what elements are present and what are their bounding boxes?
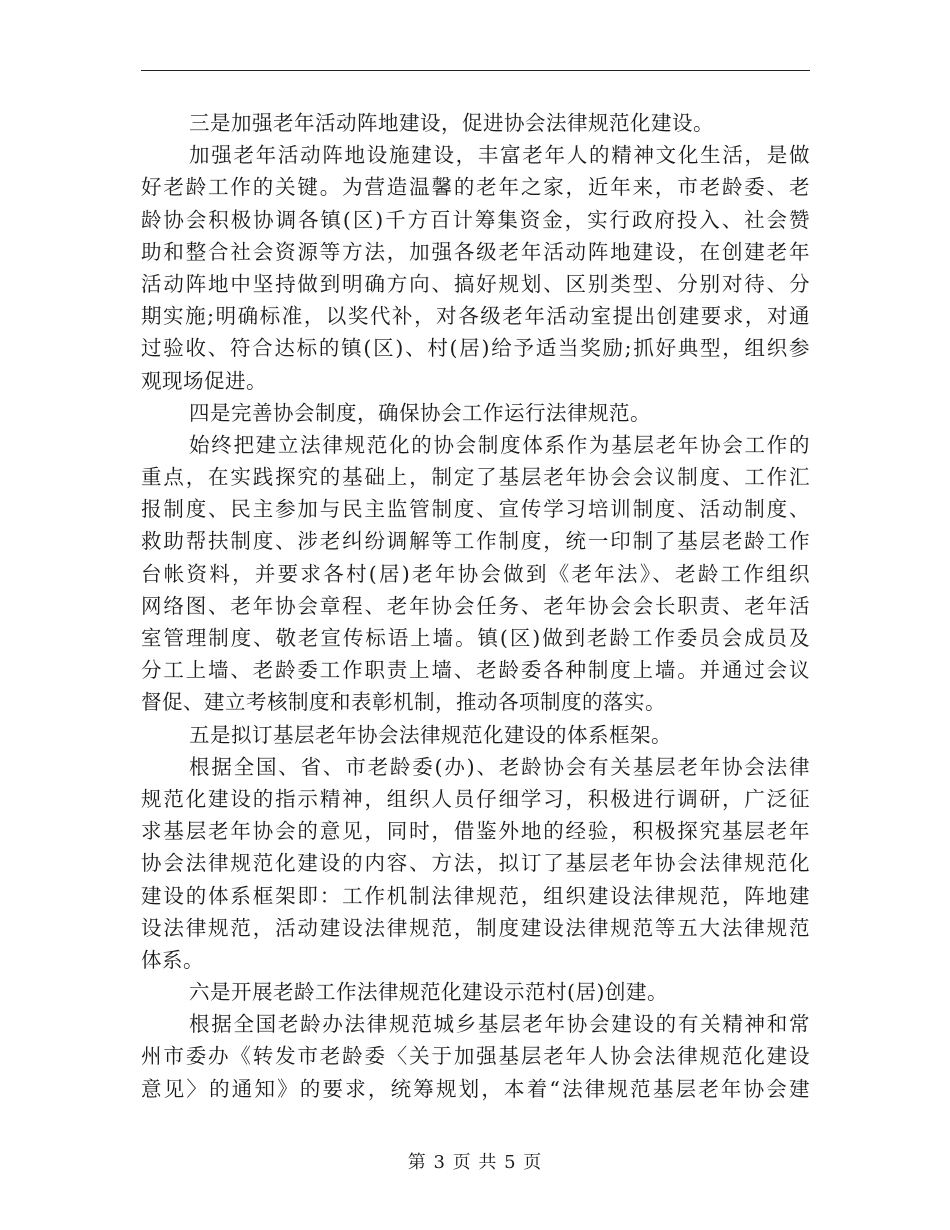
text-line: 分工上墙、老龄委工作职责上墙、老龄委各种制度上墙。并通过会议 xyxy=(141,658,810,683)
text-line: 观现场促进。 xyxy=(141,368,267,393)
text-line: 龄协会积极协调各镇(区)千方百计筹集资金，实行政府投入、社会赞 xyxy=(141,207,810,232)
text-line: 根据全国老龄办法律规范城乡基层老年协会建设的有关精神和常 xyxy=(189,1012,810,1037)
text-line: 好老龄工作的关键。为营造温馨的老年之家，近年来，市老龄委、老 xyxy=(141,175,810,200)
text-line: 协会法律规范化建设的内容、方法，拟订了基层老年协会法律规范化 xyxy=(141,851,810,876)
text-line: 台帐资料，并要求各村(居)老年协会做到《老年法》、老龄工作组织 xyxy=(141,561,810,586)
text-line: 设法律规范，活动建设法律规范，制度建设法律规范等五大法律规范 xyxy=(141,915,810,940)
text-line: 意见〉的通知》的要求，统筹规划，本着“法律规范基层老年协会建 xyxy=(141,1076,810,1101)
text-line: 建设的体系框架即：工作机制法律规范，组织建设法律规范，阵地建 xyxy=(141,883,810,908)
text-line: 重点，在实践探究的基础上，制定了基层老年协会会议制度、工作汇 xyxy=(141,465,810,490)
text-line: 网络图、老年协会章程、老年协会任务、老年协会会长职责、老年活 xyxy=(141,593,810,618)
page-number: 第 3 页 共 5 页 xyxy=(407,1152,543,1173)
text-line: 救助帮扶制度、涉老纠纷调解等工作制度，统一印制了基层老龄工作 xyxy=(141,529,810,554)
header-rule xyxy=(141,70,810,71)
text-line: 六是开展老龄工作法律规范化建设示范村(居)创建。 xyxy=(189,980,668,1005)
text-line: 室管理制度、敬老宣传标语上墙。镇(区)做到老龄工作委员会成员及 xyxy=(141,626,810,650)
text-line: 根据全国、省、市老龄委(办)、老龄协会有关基层老年协会法律 xyxy=(189,754,810,779)
text-line: 期实施;明确标准，以奖代补，对各级老年活动室提出创建要求，对通 xyxy=(141,304,810,329)
text-line: 四是完善协会制度，确保协会工作运行法律规范。 xyxy=(189,400,651,425)
text-line: 督促、建立考核制度和表彰机制，推动各项制度的落实。 xyxy=(141,690,666,715)
text-line: 规范化建设的指示精神，组织人员仔细学习，积极进行调研，广泛征 xyxy=(141,786,810,811)
text-line: 求基层老年协会的意见，同时，借鉴外地的经验，积极探究基层老年 xyxy=(141,819,810,844)
text-line: 五是拟订基层老年协会法律规范化建设的体系框架。 xyxy=(189,722,672,747)
text-line: 州市委办《转发市老龄委〈关于加强基层老年人协会法律规范化建设 xyxy=(141,1044,810,1069)
text-line: 加强老年活动阵地设施建设，丰富老年人的精神文化生活，是做 xyxy=(189,143,810,168)
text-line: 体系。 xyxy=(141,947,204,972)
text-line: 活动阵地中坚持做到明确方向、搞好规划、区别类型、分别对待、分 xyxy=(141,271,810,296)
text-line: 过验收、符合达标的镇(区)、村(居)给予适当奖励;抓好典型，组织参 xyxy=(141,336,810,361)
text-line: 始终把建立法律规范化的协会制度体系作为基层老年协会工作的 xyxy=(189,432,810,457)
text-line: 助和整合社会资源等方法，加强各级老年活动阵地建设，在创建老年 xyxy=(141,239,810,264)
body-text xyxy=(141,107,810,1105)
text-line: 三是加强老年活动阵地建设，促进协会法律规范化建设。 xyxy=(189,111,714,135)
text-line: 报制度、民主参加与民主监管制度、宣传学习培训制度、活动制度、 xyxy=(141,497,810,522)
